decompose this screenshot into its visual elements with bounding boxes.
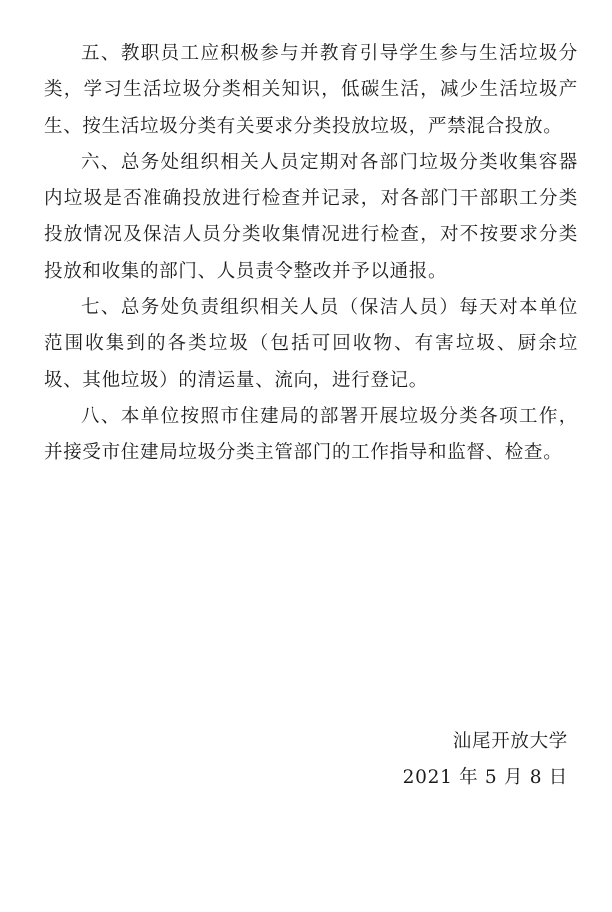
signature-block: [403, 724, 568, 796]
paragraph-item-5: 五、教职员工应积极参与并教育引导学生参与生活垃圾分类，学习生活垃圾分类相关知识，低碳生活，减少生活垃圾产生、按生活垃圾分类有关要求分类投放垃圾，严禁混合投放。: [44, 43, 578, 137]
paragraph-item-8: 八、本单位按照市住建局的部署开展垃圾分类各项工作，并接受市住建局垃圾分类主管部门的工作指导和监督、检查。: [44, 405, 578, 464]
signature-date: 2021 年 5 月 8 日: [402, 767, 568, 788]
paragraph-item-6: 六、总务处组织相关人员定期对各部门垃圾分类收集容器内垃圾是否准确投放进行检查并记录，对各部门干部职工分类投放情况及保洁人员分类收集情况进行检查，对不按要求分类投放和收集的部门、人员责令整改并予以通报。: [44, 151, 578, 282]
signature-organization: 汕尾开放大学: [452, 731, 568, 752]
paragraph-item-7: 七、总务处负责组织相关人员（保洁人员）每天对本单位范围收集到的各类垃圾（包括可回收物、有害垃圾、厨余垃圾、其他垃圾）的清运量、流向，进行登记。: [44, 297, 578, 391]
document-body: [44, 36, 578, 472]
